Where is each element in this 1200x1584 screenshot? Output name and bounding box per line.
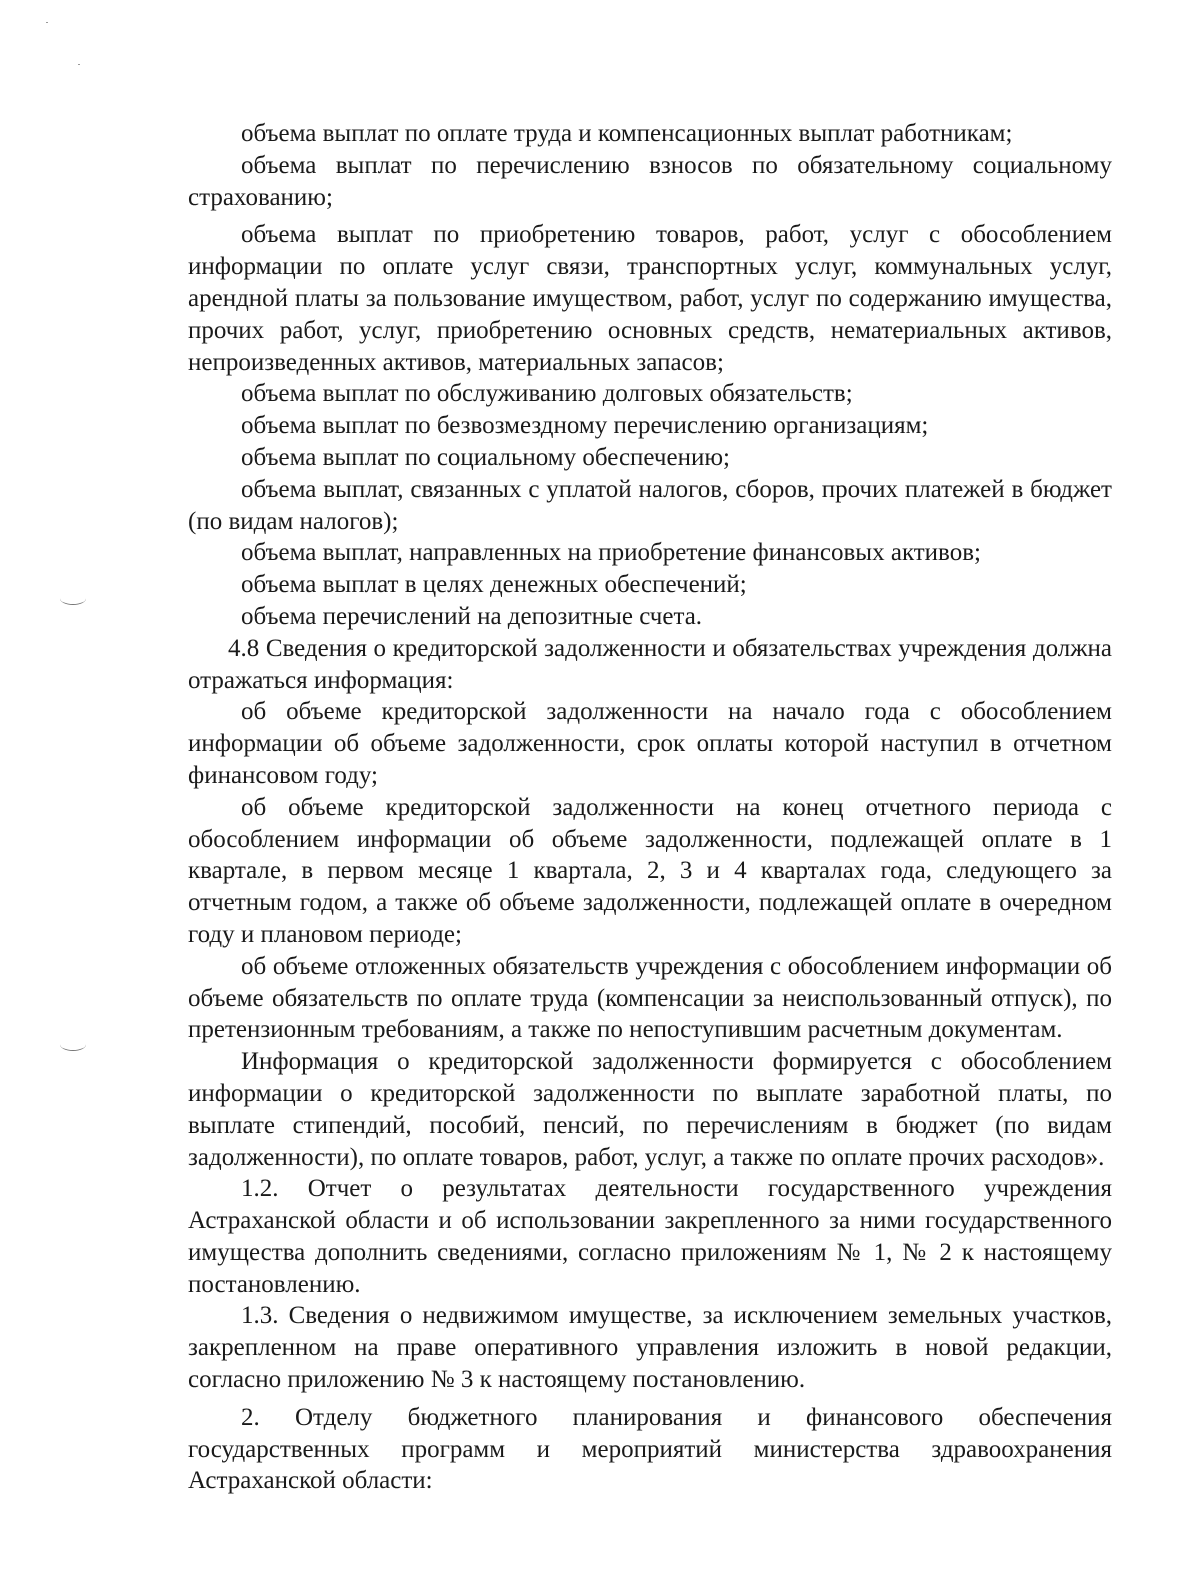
paragraph: объема выплат, связанных с уплатой налогов, сборов, прочих платежей в бюджет (по видам налогов); xyxy=(188,475,1112,535)
paragraph: объема выплат по оплате труда и компенсационных выплат работникам; xyxy=(241,120,1013,147)
paragraph: объема выплат по приобретению товаров, работ, услуг с обособлением информации по оплате услуг связи, транспортных услуг, коммунальных услуг, арендной платы за пользование имуществом, работ, услуг по содержанию имущества, прочих работ, услуг, приобретению основных средств, нематериальных активов, непроизведенных активов, материальных запасов; xyxy=(188,221,1112,376)
paragraph: объема выплат, направленных на приобретение финансовых активов; xyxy=(241,539,981,567)
scan-speck xyxy=(78,64,80,65)
paragraph: объема выплат по перечислению взносов по обязательному социальному страхованию; xyxy=(188,151,1112,211)
paragraph: 1.2. Отчет о результатах деятельности государственного учреждения Астраханской области и об использовании закрепленного за ними государственного имущества дополнить сведениями, согласно приложениям № 1, № 2 к настоящему постановлению. xyxy=(188,1175,1112,1298)
paragraph: 2. Отделу бюджетного планирования и финансового обеспечения государственных программ и мероприятий министерства здравоохранения Астраханской области: xyxy=(188,1403,1112,1495)
paragraph: объема перечислений на депозитные счета. xyxy=(241,602,703,630)
paragraph: Информация о кредиторской задолженности формируется с обособлением информации о кредиторской задолженности по выплате заработной платы, по выплате стипендий, пособий, пенсий, по перечислениям в бюджет (по видам задолженности), по оплате товаров, работ, услуг, а также по оплате прочих расходов». xyxy=(188,1048,1112,1171)
hole-punch-mark xyxy=(60,1038,86,1051)
paragraph: объема выплат по социальному обеспечению; xyxy=(241,443,730,471)
scan-speck xyxy=(46,22,48,23)
paragraph: об объеме кредиторской задолженности на начало года с обособлением информации об объеме задолженности, срок оплаты которой наступил в отчетном финансовом году; xyxy=(188,698,1112,789)
paragraph: 1.3. Сведения о недвижимом имуществе, за исключением земельных участков, закрепленном на праве оперативного управления изложить в новой редакции, согласно приложению № 3 к настоящему постановлению. xyxy=(188,1302,1112,1394)
section-heading-paragraph: 4.8 Сведения о кредиторской задолженности и обязательствах учреждения должна отражаться информация: xyxy=(188,634,1112,694)
paragraph: об объеме отложенных обязательств учреждения с обособлением информации об объеме обязательств по оплате труда (компенсации за неиспользованный отпуск), по претензионным требованиям, а также по непоступившим расчетным документам. xyxy=(188,952,1112,1044)
paragraph: об объеме кредиторской задолженности на конец отчетного периода с обособлением информации об объеме задолженности, подлежащей оплате в 1 квартале, в первом месяце 1 квартала, 2, 3 и 4 кварталах года, следующего за отчетным годом, а также об объеме задолженности, подлежащей оплате в очередном году и плановом периоде; xyxy=(188,793,1112,948)
document-page xyxy=(188,118,1112,1497)
paragraph: объема выплат по безвозмездному перечислению организациям; xyxy=(241,412,929,440)
paragraph: объема выплат в целях денежных обеспечений; xyxy=(241,571,747,599)
hole-punch-mark xyxy=(60,592,86,605)
paragraph: объема выплат по обслуживанию долговых обязательств; xyxy=(241,380,853,408)
